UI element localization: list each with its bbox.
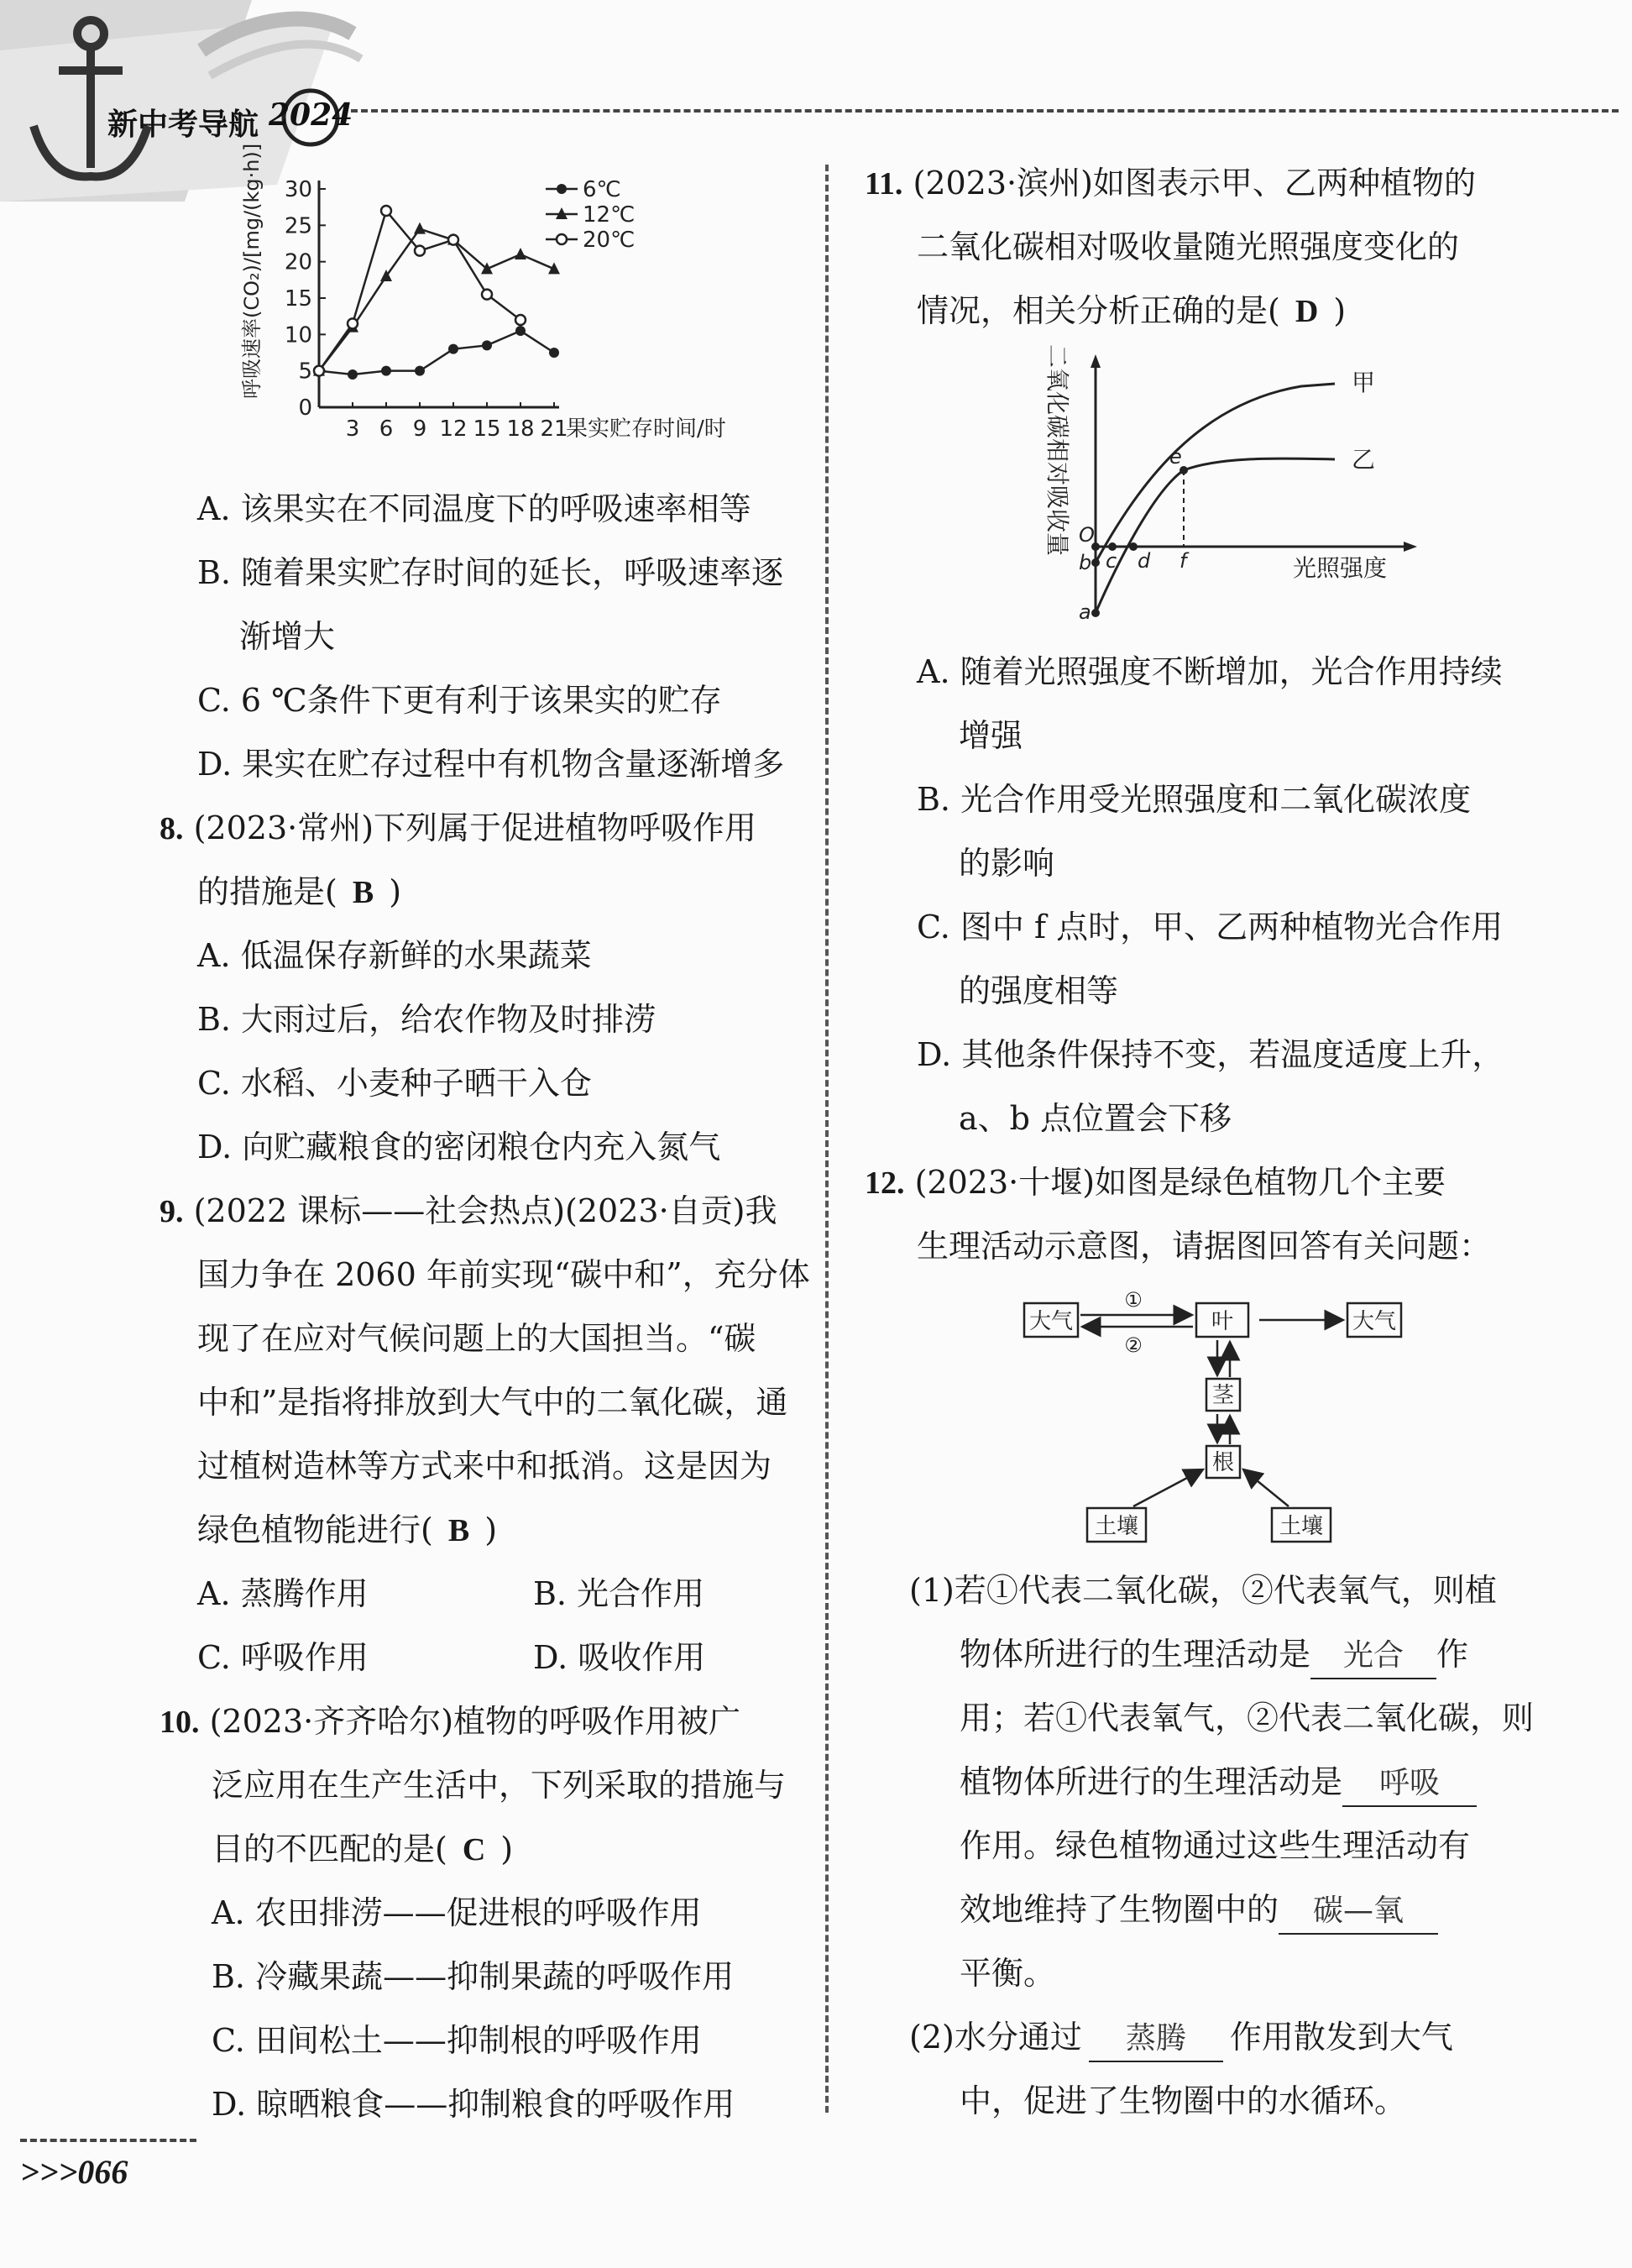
q9-close: ) bbox=[484, 1511, 498, 1548]
page-arrows: >>> bbox=[20, 2153, 78, 2191]
q11-stem-line1: (2023·滨州)如图表示甲、乙两种植物的 bbox=[913, 165, 1476, 202]
page-number bbox=[20, 2152, 128, 2192]
q12-stem-line2: 生理活动示意图，请据图回答有关问题： bbox=[917, 1228, 1492, 1265]
y-tick-label: 15 bbox=[284, 286, 312, 312]
q9-option-b[interactable]: B. 光合作用 bbox=[533, 1575, 705, 1612]
q7-option-d[interactable]: D. 果实在贮存过程中有机物含量逐渐增多 bbox=[197, 746, 785, 783]
q11-option-a-cont: 增强 bbox=[959, 717, 1023, 754]
arrow-label-1: ① bbox=[1124, 1288, 1143, 1312]
q11-option-b[interactable]: B. 光合作用受光照强度和二氧化碳浓度 bbox=[917, 781, 1472, 818]
q9-stem-line4: 中和”是指将排放到大气中的二氧化碳，通 bbox=[197, 1384, 788, 1421]
q10-option-b[interactable]: B. 冷藏果蔬——抑制果蔬的呼吸作用 bbox=[212, 1958, 735, 1995]
blank-transpiration[interactable]: 蒸腾 bbox=[1089, 2017, 1223, 2062]
y-tick-label: 5 bbox=[298, 359, 312, 385]
q12-sub1-line4: 植物体所进行的生理活动是 bbox=[960, 1763, 1343, 1800]
footer-dashed-rule bbox=[20, 2139, 196, 2142]
q12-sub1-line2: 物体所进行的生理活动是 bbox=[960, 1636, 1311, 1673]
respiration-rate-chart bbox=[240, 143, 798, 466]
plant-activity-diagram bbox=[1020, 1285, 1415, 1562]
legend-label: 6℃ bbox=[583, 177, 621, 202]
curve-yi bbox=[1096, 458, 1335, 613]
q11-stem-line2: 二氧化碳相对吸收量随光照强度变化的 bbox=[917, 228, 1460, 265]
q10-answer: C bbox=[462, 1832, 486, 1867]
q11-answer: D bbox=[1295, 294, 1319, 329]
q11-option-c-cont: 的强度相等 bbox=[959, 972, 1119, 1009]
point-b: b bbox=[1079, 551, 1092, 574]
box-stem: 茎 bbox=[1211, 1383, 1235, 1408]
q10-option-a[interactable]: A. 农田排涝——促进根的呼吸作用 bbox=[212, 1894, 702, 1931]
marker-6c bbox=[515, 326, 526, 336]
q12-sub1-line3: 用；若①代表氧气，②代表二氧化碳，则 bbox=[960, 1700, 1535, 1736]
label-yi: 乙 bbox=[1352, 446, 1376, 474]
column-divider bbox=[825, 165, 829, 2113]
q8-option-d[interactable]: D. 向贮藏粮食的密闭粮仓内充入氮气 bbox=[197, 1129, 721, 1165]
q12-sub1-line2-end: 作 bbox=[1436, 1636, 1469, 1673]
q11-close: ) bbox=[1333, 292, 1347, 329]
q9-option-a[interactable]: A. 蒸腾作用 bbox=[197, 1575, 369, 1612]
q12-number: 12. bbox=[865, 1165, 905, 1201]
q9-stem-line1: (2022 课标——社会热点)(2023·自贡)我 bbox=[193, 1192, 777, 1229]
q9-number: 9. bbox=[160, 1194, 184, 1229]
marker-20c bbox=[515, 315, 526, 325]
x-tick-label: 9 bbox=[412, 416, 427, 442]
page-number-value: 066 bbox=[77, 2153, 128, 2191]
q11-option-d-cont: a、b 点位置会下移 bbox=[959, 1100, 1232, 1137]
q11-number: 11. bbox=[865, 166, 903, 202]
q7-option-b[interactable]: B. 随着果实贮存时间的延长，呼吸速率逐 bbox=[197, 554, 784, 591]
q11-option-a[interactable]: A. 随着光照强度不断增加，光合作用持续 bbox=[917, 653, 1503, 690]
q9-stem-line3: 现了在应对气候问题上的大国担当。“碳 bbox=[197, 1320, 756, 1357]
point-O: O bbox=[1079, 523, 1095, 547]
q8-stem-line2: 的措施是( bbox=[197, 873, 337, 910]
blank-photosynthesis[interactable]: 光合 bbox=[1310, 1634, 1436, 1679]
q10-option-d[interactable]: D. 晾晒粮食——抑制粮食的呼吸作用 bbox=[212, 2086, 735, 2123]
x-tick-label: 15 bbox=[473, 416, 501, 442]
q8-option-a[interactable]: A. 低温保存新鲜的水果蔬菜 bbox=[197, 937, 592, 974]
point-a: a bbox=[1079, 600, 1091, 624]
blank-carbon-oxygen[interactable]: 碳—氧 bbox=[1279, 1889, 1438, 1935]
q12-sub2-line1-end: 作用散发到大气 bbox=[1229, 2019, 1453, 2056]
y-tick-label: 0 bbox=[298, 395, 312, 421]
legend-marker bbox=[557, 184, 567, 194]
box-atmosphere-right: 大气 bbox=[1352, 1309, 1397, 1334]
q8-close: ) bbox=[389, 873, 402, 910]
marker-20c bbox=[381, 206, 391, 216]
curve-jia bbox=[1096, 384, 1335, 563]
box-atmosphere-left: 大气 bbox=[1028, 1309, 1074, 1334]
point-c: c bbox=[1106, 549, 1117, 573]
box-leaf: 叶 bbox=[1211, 1309, 1234, 1334]
y-tick-label: 10 bbox=[284, 322, 312, 348]
q8-stem-line1: (2023·常州)下列属于促进植物呼吸作用 bbox=[193, 809, 757, 846]
marker-12c bbox=[414, 223, 426, 234]
q10-option-c[interactable]: C. 田间松土——抑制根的呼吸作用 bbox=[212, 2022, 702, 2059]
marker-20c bbox=[348, 318, 358, 328]
x-tick-label: 12 bbox=[439, 416, 468, 442]
y-tick-label: 30 bbox=[284, 177, 312, 202]
q8-answer: B bbox=[352, 875, 374, 910]
marker-6c bbox=[348, 369, 358, 380]
q7-option-c[interactable]: C. 6 ℃条件下更有利于该果实的贮存 bbox=[197, 682, 722, 719]
x-tick-label: 6 bbox=[379, 416, 394, 442]
legend-label: 12℃ bbox=[583, 202, 636, 228]
y-tick-label: 20 bbox=[284, 249, 312, 275]
q10-stem-line3: 目的不匹配的是( bbox=[212, 1831, 447, 1867]
marker-20c bbox=[314, 366, 324, 376]
light-intensity-graph bbox=[1016, 336, 1452, 638]
q9-option-c[interactable]: C. 呼吸作用 bbox=[197, 1639, 369, 1676]
brand-title: 新中考导航 bbox=[107, 107, 259, 142]
box-root: 根 bbox=[1211, 1450, 1235, 1475]
chart-xlabel: 果实贮存时间/时 bbox=[566, 416, 726, 442]
q12-sub1-line6: 效地维持了生物圈中的 bbox=[960, 1891, 1279, 1928]
box-soil-right: 土壤 bbox=[1279, 1514, 1324, 1539]
q12-sub1-line7: 平衡。 bbox=[960, 1955, 1056, 1992]
marker-6c bbox=[482, 340, 492, 350]
y-tick-label: 25 bbox=[284, 213, 312, 239]
q7-option-b-cont: 渐增大 bbox=[239, 618, 336, 655]
marker-6c bbox=[381, 366, 391, 376]
q11-option-c[interactable]: C. 图中 f 点时，甲、乙两种植物光合作用 bbox=[917, 909, 1504, 945]
point-d: d bbox=[1138, 549, 1151, 573]
marker-12c bbox=[515, 248, 526, 259]
q10-number: 10. bbox=[160, 1705, 200, 1740]
legend-label: 20℃ bbox=[583, 228, 636, 253]
marker-6c bbox=[415, 366, 425, 376]
marker-20c bbox=[415, 246, 425, 256]
arrow-label-2: ② bbox=[1124, 1333, 1143, 1357]
q8-option-b[interactable]: B. 大雨过后，给农作物及时排涝 bbox=[197, 1001, 656, 1038]
label-jia: 甲 bbox=[1352, 369, 1376, 396]
q9-stem-line2: 国力争在 2060 年前实现“碳中和”，充分体 bbox=[197, 1256, 810, 1293]
q11-option-b-cont: 的影响 bbox=[959, 845, 1055, 882]
chart-ylabel: 呼吸速率(CO₂)/[mg/(kg·h)] bbox=[240, 143, 264, 399]
q11-graph-xlabel: 光照强度 bbox=[1293, 554, 1388, 582]
marker-20c bbox=[482, 290, 492, 300]
x-tick-label: 18 bbox=[506, 416, 535, 442]
series-line-1 bbox=[319, 229, 554, 371]
q12-stem-line1: (2023·十堰)如图是绿色植物几个主要 bbox=[914, 1164, 1446, 1201]
x-tick-label: 21 bbox=[540, 416, 568, 442]
point-e: e bbox=[1169, 445, 1182, 469]
q9-option-d[interactable]: D. 吸收作用 bbox=[533, 1639, 706, 1676]
q12-sub1-line5: 作用。绿色植物通过这些生理活动有 bbox=[960, 1827, 1471, 1864]
series-line-0 bbox=[319, 331, 554, 375]
q10-close: ) bbox=[500, 1831, 514, 1867]
q12-sub2-line2: 中，促进了生物圈中的水循环。 bbox=[960, 2082, 1407, 2119]
point-f: f bbox=[1180, 549, 1187, 573]
q9-stem-line6: 绿色植物能进行( bbox=[197, 1511, 433, 1548]
legend-marker bbox=[557, 234, 567, 244]
marker-6c bbox=[549, 348, 559, 358]
marker-20c bbox=[448, 235, 458, 245]
q11-graph-ylabel: 二氧化碳相对吸收量 bbox=[1044, 344, 1071, 557]
brand-year: 2024 bbox=[269, 97, 353, 133]
q8-option-c[interactable]: C. 水稻、小麦种子晒干入仓 bbox=[197, 1065, 592, 1102]
x-tick-label: 3 bbox=[345, 416, 360, 442]
q9-stem-line5: 过植树造林等方式来中和抵消。这是因为 bbox=[197, 1448, 772, 1485]
q7-option-a[interactable]: A. 该果实在不同温度下的呼吸速率相等 bbox=[197, 490, 751, 527]
q10-stem-line1: (2023·齐齐哈尔)植物的呼吸作用被广 bbox=[209, 1703, 741, 1740]
q12-sub1-line1: (1)若①代表二氧化碳，②代表氧气，则植 bbox=[909, 1572, 1497, 1609]
header-dashed-rule bbox=[351, 109, 1619, 113]
q8-number: 8. bbox=[160, 811, 184, 846]
blank-respiration[interactable]: 呼吸 bbox=[1342, 1762, 1477, 1807]
marker-6c bbox=[448, 344, 458, 354]
q11-stem-line3: 情况，相关分析正确的是( bbox=[917, 292, 1280, 329]
q12-sub2-line1: (2)水分通过 bbox=[909, 2019, 1082, 2056]
q11-option-d[interactable]: D. 其他条件保持不变，若温度适度上升， bbox=[917, 1036, 1504, 1073]
q9-answer: B bbox=[447, 1513, 470, 1548]
q10-stem-line2: 泛应用在生产生活中，下列采取的措施与 bbox=[212, 1767, 787, 1804]
box-soil-left: 土壤 bbox=[1094, 1514, 1139, 1539]
